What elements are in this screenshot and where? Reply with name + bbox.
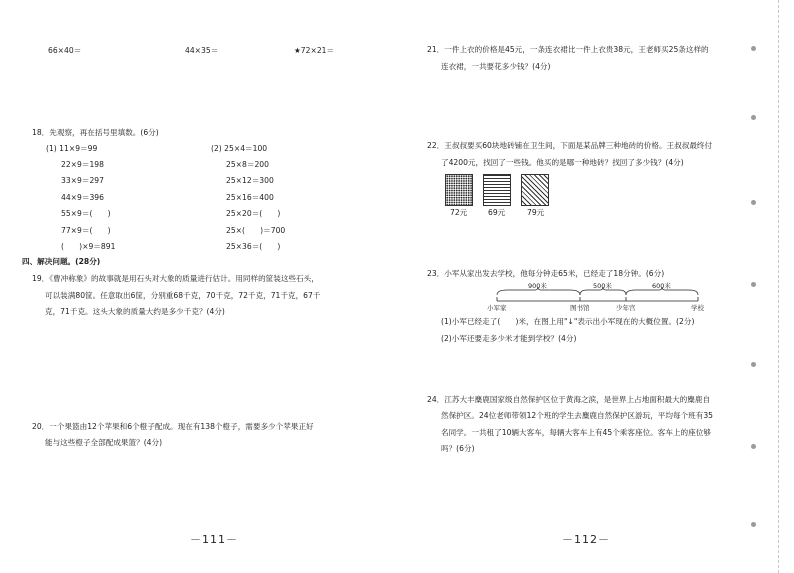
binding-divider: [778, 0, 779, 573]
q18-col1-line: (1) 11×9＝99: [46, 144, 98, 153]
q24-line: 名同学。一共租了10辆大客车，每辆大客车上有45个乘客座位。客车上的座位够: [441, 428, 711, 437]
binding-hole-icon: [751, 115, 756, 120]
binding-hole-icon: [751, 444, 756, 449]
q21-line: 21．一件上衣的价格是45元，一条连衣裙比一件上衣贵38元，王老师买25条这样的: [427, 45, 709, 54]
q18-col2-line: 25×( )＝700: [226, 226, 286, 235]
q22-line: 22．王叔叔要买60块地砖铺在卫生间，下面是某品牌三种地砖的价格。王叔叔最终付: [427, 141, 713, 150]
q18-col2-line: 25×8＝200: [226, 160, 269, 169]
q22-line: 了4200元，找回了一些钱。他买的是哪一种地砖？找回了多少钱？(4分): [441, 158, 684, 167]
distance-label: 500米: [593, 282, 612, 290]
q23-sub2: (2)小军还要走多少米才能到学校？(4分): [441, 334, 577, 343]
page-number: －112－: [562, 533, 610, 546]
q18-col2-line: 25×12＝300: [226, 176, 274, 185]
q18-col2-line: (2) 25×4＝100: [211, 144, 268, 153]
q18-col1-line: 22×9＝198: [61, 160, 104, 169]
q18-col2-line: 25×16＝400: [226, 193, 274, 202]
q18-col1-line: 33×9＝297: [61, 176, 104, 185]
q20-line: 20．一个果篮由12个苹果和6个橙子配成。现在有138个橙子，需要多少个苹果正好: [32, 422, 314, 431]
q18-col2-line: 25×36＝( ): [226, 242, 281, 251]
calc-1: 66×40＝: [48, 46, 82, 55]
tile-price: 69元: [488, 208, 506, 217]
place-label: 图书馆: [570, 304, 590, 312]
q23-line: 23．小军从家出发去学校，他每分钟走65米，已经走了18分钟。(6分): [427, 269, 665, 278]
page-number: －111－: [190, 533, 238, 546]
q18-col1-line: ( )×9＝891: [61, 242, 116, 251]
distance-label: 600米: [652, 282, 671, 290]
q18-col1-line: 77×9＝( ): [61, 226, 111, 235]
calc-3: ★72×21＝: [294, 46, 335, 55]
binding-hole-icon: [751, 46, 756, 51]
q19-line: 可以装满80筐。任意取出6筐，分别重68千克，70千克，72千克，71千克，67千: [45, 291, 321, 300]
q18-col1-line: 55×9＝( ): [61, 209, 111, 218]
q19-line: 19．《曹冲称象》的故事就是用石头对大象的质量进行估计。用同样的筐装这些石头，: [32, 274, 319, 283]
place-label: 小军家: [487, 304, 507, 312]
calc-2: 44×35＝: [185, 46, 219, 55]
place-label: 学校: [691, 304, 704, 312]
q23-sub1: (1)小军已经走了( )米，在图上用"↓"表示出小军现在的大概位置。(2分): [441, 317, 695, 326]
binding-hole-icon: [751, 362, 756, 367]
right-page: [397, 0, 794, 573]
q19-line: 克，71千克。这头大象的质量大约是多少千克？(4分): [45, 307, 225, 316]
distance-label: 900米: [528, 282, 547, 290]
q18-col2-line: 25×20＝( ): [226, 209, 281, 218]
q18-title: 18．先观察，再在括号里填数。(6分): [32, 128, 159, 137]
binding-hole-icon: [751, 200, 756, 205]
binding-hole-icon: [751, 522, 756, 527]
q18-col1-line: 44×9＝396: [61, 193, 104, 202]
tile-price: 79元: [527, 208, 545, 217]
binding-hole-icon: [751, 282, 756, 287]
section-heading: 四、解决问题。(28分): [22, 257, 101, 266]
place-label: 少年宫: [616, 304, 636, 312]
q21-line: 连衣裙，一共要花多少钱？(4分): [441, 62, 551, 71]
tile-price: 72元: [450, 208, 468, 217]
q20-line: 能与这些橙子全部配成果篮？(4分): [45, 438, 163, 447]
q24-line: 吗？(6分): [441, 444, 475, 453]
q24-line: 24．江苏大丰麋鹿国家级自然保护区位于黄海之滨，是世界上占地面积最大的麋鹿自: [427, 395, 711, 404]
q24-line: 然保护区。24位老师带领12个班的学生去麋鹿自然保护区游玩，平均每个班有35: [441, 411, 713, 420]
